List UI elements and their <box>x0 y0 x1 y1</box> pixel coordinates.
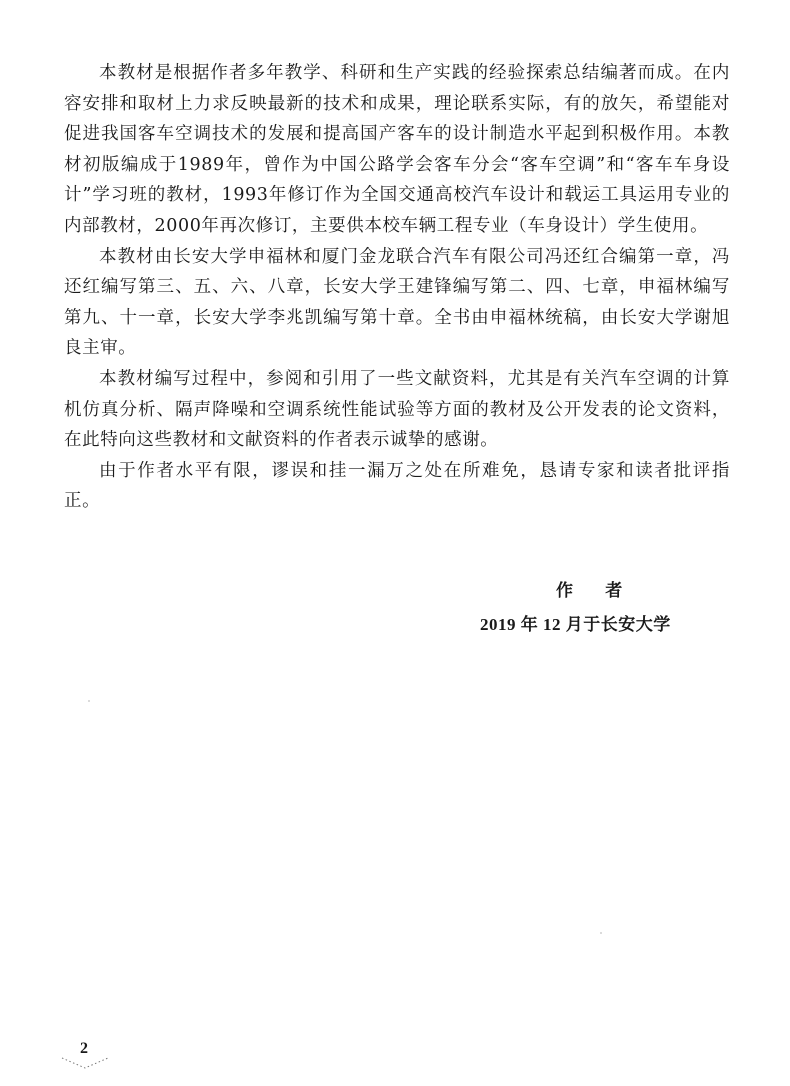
signature-author: 作 者 <box>556 581 637 600</box>
paragraph-authors: 本教材由长安大学申福林和厦门金龙联合汽车有限公司冯还红合编第一章，冯还红编写第三、五、六、八章，长安大学王建锋编写第二、四、七章，申福林编写第九、十一章，长安大学李兆凯编写第十章。全书由申福林统稿，由长安大学谢旭良主审。 <box>64 246 730 359</box>
paper-speck <box>600 932 602 934</box>
paper-speck <box>88 700 90 702</box>
page-number: 2 <box>80 1040 88 1057</box>
signature-date: 2019 年 12 月于长安大学 <box>480 615 671 634</box>
paragraph-intro: 本教材是根据作者多年教学、科研和生产实践的经验探索总结编著而成。在内容安排和取材上力求反映最新的技术和成果，理论联系实际，有的放矢，希望能对促进我国客车空调技术的发展和提高国产客车的设计制造水平起到积极作用。本教材初版编成于1989年，曾作为中国公路学会客车分会“客车空调”和“客车车身设计”学习班的教材，1993年修订作为全国交通高校汽车设计和载运工具运用专业的内部教材，2000年再次修订，主要供本校车辆工程专业（车身设计）学生使用。 <box>64 63 730 236</box>
preface-body <box>64 58 730 517</box>
page-number-ornament-icon <box>60 1056 110 1070</box>
paragraph-acknowledgement: 本教材编写过程中，参阅和引用了一些文献资料，尤其是有关汽车空调的计算机仿真分析、隔声降噪和空调系统性能试验等方面的教材及公开发表的论文资料，在此特向这些教材和文献资料的作者表示诚挚的感谢。 <box>64 368 730 451</box>
paragraph-closing: 由于作者水平有限，谬误和挂一漏万之处在所难免，恳请专家和读者批评指正。 <box>64 460 730 512</box>
